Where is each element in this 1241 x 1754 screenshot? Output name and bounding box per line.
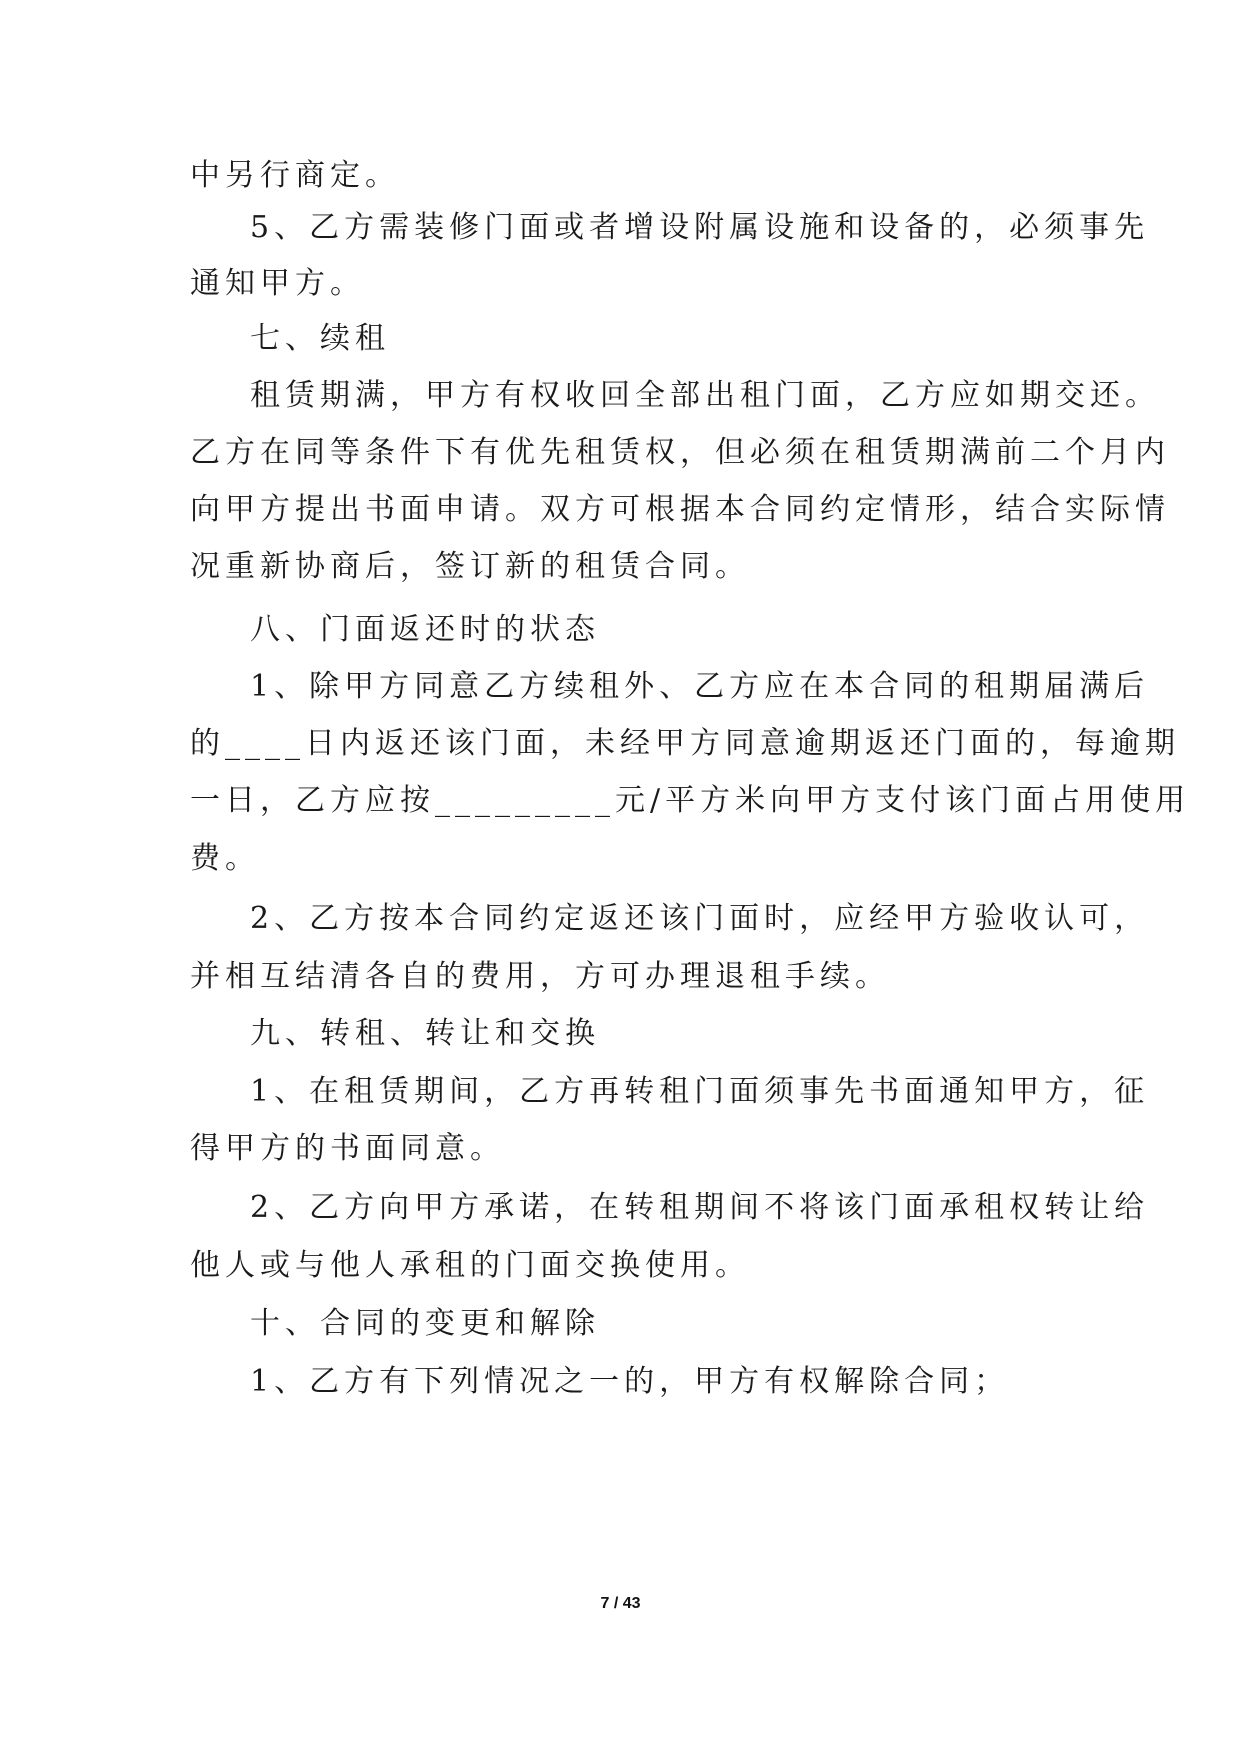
text-line: 1、除甲方同意乙方续租外、乙方应在本合同的租期届满后: [250, 669, 1150, 704]
text-line: 他人或与他人承租的门面交换使用。: [190, 1248, 750, 1283]
section-heading: 七、续租: [250, 321, 390, 356]
text-line: 租赁期满，甲方有权收回全部出租门面，乙方应如期交还。: [250, 378, 1160, 413]
section-heading: 九、转租、转让和交换: [250, 1016, 600, 1051]
text-line: 况重新协商后，签订新的租赁合同。: [190, 549, 750, 584]
text-line: 中另行商定。: [190, 158, 400, 193]
page-number: 7 / 43: [600, 1595, 641, 1612]
text-line: 得甲方的书面同意。: [190, 1131, 505, 1166]
text-line: 通知甲方。: [190, 266, 365, 301]
text-line: 5、乙方需装修门面或者增设附属设施和设备的，必须事先: [250, 210, 1150, 245]
text-line: 并相互结清各自的费用，方可办理退租手续。: [190, 959, 890, 994]
text-line: 1、乙方有下列情况之一的，甲方有权解除合同；: [250, 1364, 1010, 1399]
section-heading: 八、门面返还时的状态: [250, 612, 600, 647]
text-line: 1、在租赁期间，乙方再转租门面须事先书面通知甲方，征: [250, 1074, 1150, 1109]
text-line: 的____日内返还该门面，未经甲方同意逾期返还门面的，每逾期: [190, 726, 1180, 761]
text-line: 2、乙方按本合同约定返还该门面时，应经甲方验收认可，: [250, 901, 1150, 936]
text-line: 乙方在同等条件下有优先租赁权，但必须在租赁期满前二个月内: [190, 435, 1170, 470]
text-line: 费。: [190, 841, 260, 876]
text-line: 一日，乙方应按_________元/平方米向甲方支付该门面占用使用: [190, 783, 1191, 818]
text-line: 2、乙方向甲方承诺，在转租期间不将该门面承租权转让给: [250, 1190, 1150, 1225]
section-heading: 十、合同的变更和解除: [250, 1306, 600, 1341]
text-line: 向甲方提出书面申请。双方可根据本合同约定情形，结合实际情: [190, 492, 1170, 527]
